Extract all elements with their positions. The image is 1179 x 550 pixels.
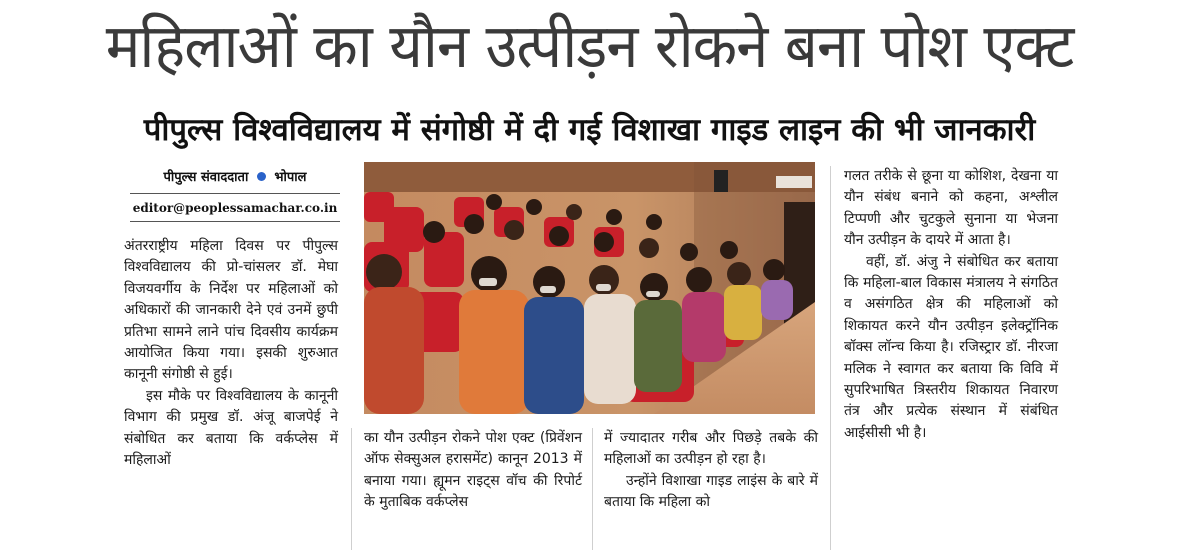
col4-paragraph-1: गलत तरीके से छूना या कोशिश, देखना या यौन संबंध बनाने को कहना, अश्लील टिप्पणी और चुटकुले सुनाना या भेजना यौन उत्पीड़न के दायरे में आता है। <box>844 168 1058 249</box>
byline-rule-bottom <box>130 221 340 222</box>
audience-photo <box>364 162 815 414</box>
subheadline: पीपुल्स विश्वविद्यालय में संगोष्ठी में दी गई विशाखा गाइड लाइन की भी जानकारी <box>143 112 1036 148</box>
column-3 <box>604 428 818 514</box>
column-divider <box>830 166 831 550</box>
headline: महिलाओं का यौन उत्पीड़न रोकने बना पोश एक्ट <box>105 10 1074 82</box>
col3-paragraph-2: उन्होंने विशाखा गाइड लाइंस के बारे में बताया कि महिला को <box>604 472 818 511</box>
column-divider <box>351 428 352 550</box>
column-divider <box>592 428 593 550</box>
column-4 <box>844 166 1058 444</box>
bullet-dot-icon <box>257 172 266 181</box>
column-1 <box>124 236 338 471</box>
col1-paragraph-1: अंतरराष्ट्रीय महिला दिवस पर पीपुल्स विश्वविद्यालय की प्रो-चांसलर डॉ. मेघा विजयवर्गीय के निर्देश पर महिलाओं को अधिकारों की जानकारी देने एवं उनमें छुपी प्रतिभा सामने लाने पांच दिवसीय कार्यक्रम आयोजित किया गया। इसकी शुरुआत कानूनी संगोष्ठी से हुई। <box>124 238 338 383</box>
col3-paragraph-1: में ज्यादातर गरीब और पिछड़े तबके की महिलाओं का उत्पीड़न हो रहा है। <box>604 430 818 468</box>
reporter-name: पीपुल्स संवाददाता <box>163 170 249 185</box>
col4-paragraph-2: वहीं, डॉ. अंजु ने संबोधित कर बताया कि महिला-बाल विकास मंत्रालय ने संगठित व असंगठित क्षेत्र की महिलाओं को शिकायत करने यौन उत्पीड़न इलेक्ट्रॉनिक बॉक्स लॉन्च किया है। रजिस्ट्रार डॉ. नीरजा मलिक ने स्वागत कर बताया कि विवि में सुपरिभाषित त्रिस्तरीय शिकायत निवारण तंत्र और प्रत्येक संस्थान में संबंधित आईसीसी भी है। <box>844 253 1058 441</box>
column-2 <box>364 428 582 514</box>
col1-paragraph-2: इस मौके पर विश्वविद्यालय के कानूनी विभाग की प्रमुख डॉ. अंजू बाजपेई ने संबोधित कर बताया कि वर्कप्लेस में महिलाओं <box>124 387 338 469</box>
dateline-city: भोपाल <box>274 170 307 185</box>
email-link[interactable]: editor@peoplessamachar.co.in <box>132 201 338 215</box>
col2-paragraph-1: का यौन उत्पीड़न रोकने पोश एक्ट (प्रिवेंशन ऑफ सेक्सुअल हरासमेंट) कानून 2013 में बनाया गया। ह्यूमन राइट्स वॉच की रिपोर्ट के मुताबिक वर्कप्लेस <box>364 430 582 511</box>
audience-photo-icon <box>364 162 815 414</box>
byline-rule-top <box>130 193 340 194</box>
byline <box>135 165 335 191</box>
